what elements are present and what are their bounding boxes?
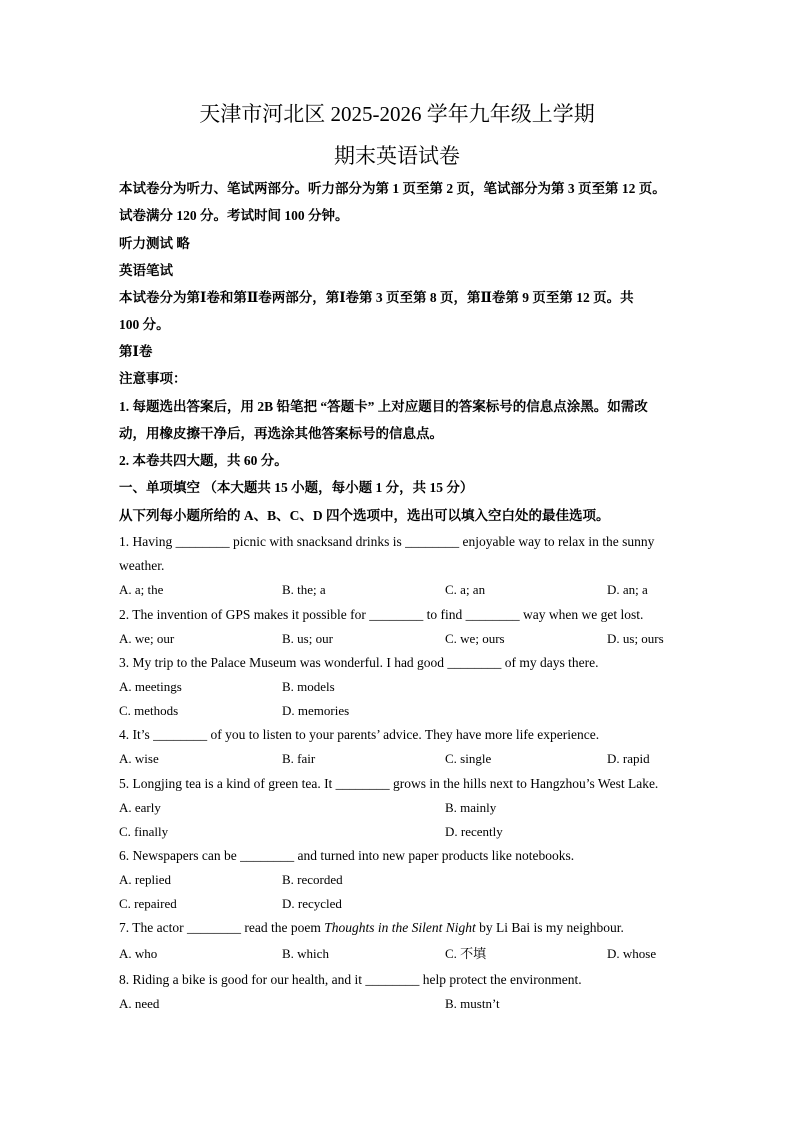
q3-option-a: A. meetings <box>119 679 182 694</box>
q5-option-c: C. finally <box>119 824 169 839</box>
q2-option-c: C. we; ours <box>445 631 505 646</box>
q5-option-a: A. early <box>119 800 161 815</box>
q5-option-d: D. recently <box>445 824 503 839</box>
volume-heading: 第Ⅰ卷 <box>119 344 153 359</box>
intro-line-2: 试卷满分 120 分。考试时间 100 分钟。 <box>119 208 349 223</box>
q4-option-c: C. single <box>445 751 492 766</box>
q4-option-a: A. wise <box>119 751 159 766</box>
q6-option-b: B. recorded <box>282 872 343 887</box>
q4-option-d: D. rapid <box>607 751 650 766</box>
question-7 <box>119 920 679 936</box>
parts-line-1: 本试卷分为第Ⅰ卷和第Ⅱ卷两部分，第Ⅰ卷第 3 页至第 8 页，第Ⅱ卷第 9 页至第 12 页。共 <box>119 290 634 305</box>
question-2: 2. The invention of GPS makes it possible for ________ to find ________ way when we get lost. <box>119 607 644 622</box>
question-6: 6. Newspapers can be ________ and turned into new paper products like notebooks. <box>119 848 575 863</box>
q1-option-b: B. the; a <box>282 582 326 597</box>
q8-option-b: B. mustn’t <box>445 996 500 1011</box>
q7-option-c: C. 不填 <box>445 946 487 961</box>
parts-line-2: 100 分。 <box>119 317 170 332</box>
intro-line-1: 本试卷分为听力、笔试两部分。听力部分为第 1 页至第 2 页，笔试部分为第 3 页至第 12 页。 <box>119 181 666 196</box>
q3-option-d: D. memories <box>282 703 350 718</box>
written-heading: 英语笔试 <box>119 263 173 278</box>
q3-option-c: C. methods <box>119 703 179 718</box>
q6-option-a: A. replied <box>119 872 171 887</box>
question-8: 8. Riding a bike is good for our health, and it ________ help protect the environment. <box>119 972 582 987</box>
question-5: 5. Longjing tea is a kind of green tea. It ________ grows in the hills next to Hangzhou’s West Lake. <box>119 776 659 791</box>
note-1-line-1: 1. 每题选出答案后，用 2B 铅笔把 “答题卡” 上对应题目的答案标号的信息点涂黑。如需改 <box>119 399 648 414</box>
exam-subtitle: 期末英语试卷 <box>334 144 460 168</box>
listening-note: 听力测试 略 <box>119 236 190 251</box>
q1-option-d: D. an; a <box>607 582 648 597</box>
q7-poem-title: Thoughts in the Silent Night <box>324 920 476 935</box>
q2-option-a: A. we; our <box>119 631 175 646</box>
q2-option-b: B. us; our <box>282 631 333 646</box>
question-1-line-2: weather. <box>119 558 165 573</box>
q1-option-c: C. a; an <box>445 582 486 597</box>
q7-text-start: 7. The actor ________ read the poem <box>119 920 325 935</box>
exam-title: 天津市河北区 2025-2026 学年九年级上学期 <box>199 102 595 126</box>
note-1-line-2: 动，用橡皮擦干净后，再选涂其他答案标号的信息点。 <box>119 426 443 441</box>
q8-option-a: A. need <box>119 996 160 1011</box>
q1-option-a: A. a; the <box>119 582 164 597</box>
question-3: 3. My trip to the Palace Museum was wonderful. I had good ________ of my days there. <box>119 655 599 670</box>
q2-option-d: D. us; ours <box>607 631 664 646</box>
section-1-heading: 一、单项填空 （本大题共 15 小题，每小题 1 分，共 15 分） <box>119 480 474 495</box>
notes-title: 注意事项： <box>119 371 187 386</box>
section-instruction: 从下列每小题所给的 A、B、C、D 四个选项中，选出可以填入空白处的最佳选项。 <box>119 508 610 523</box>
q7-option-b: B. which <box>282 946 329 961</box>
question-1-line-1: 1. Having ________ picnic with snacksand drinks is ________ enjoyable way to relax in the sunny <box>119 534 655 549</box>
q6-option-c: C. repaired <box>119 896 177 911</box>
q7-option-d: D. whose <box>607 946 657 961</box>
q3-option-b: B. models <box>282 679 335 694</box>
q7-option-a: A. who <box>119 946 158 961</box>
q7-text-end: by Li Bai is my neighbour. <box>475 920 624 935</box>
note-2: 2. 本卷共四大题，共 60 分。 <box>119 453 288 468</box>
q5-option-b: B. mainly <box>445 800 497 815</box>
q6-option-d: D. recycled <box>282 896 342 911</box>
q4-option-b: B. fair <box>282 751 316 766</box>
question-4: 4. It’s ________ of you to listen to your parents’ advice. They have more life experience. <box>119 727 600 742</box>
